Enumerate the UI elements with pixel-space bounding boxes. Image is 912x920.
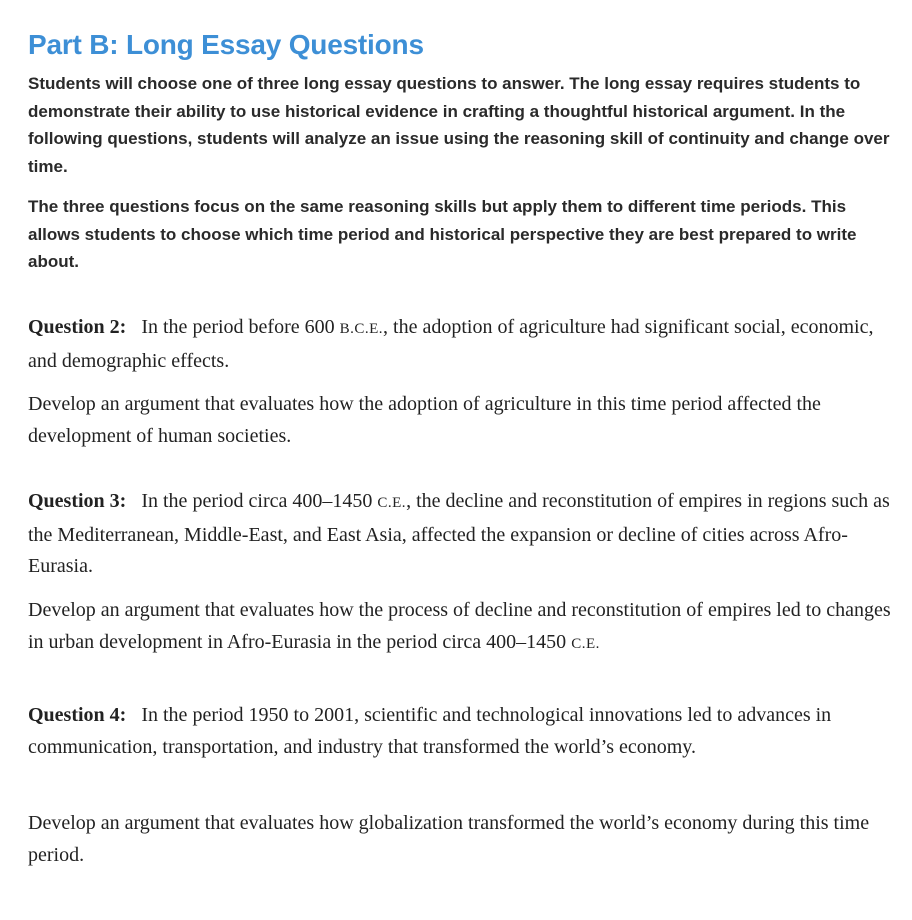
question-2-directive: Develop an argument that evaluates how the adoption of agriculture in this time period affected the development of human societies.	[28, 393, 821, 447]
question-2-label: Question 2:	[28, 316, 127, 338]
question-2-era: B.C.E.	[339, 321, 384, 337]
intro-paragraph-2: The three questions focus on the same reasoning skills but apply them to different time periods. This allows students to choose which time period and historical perspective they are best prepared to write about.	[28, 197, 857, 271]
question-3-prompt-end: , the decline and reconstitution of empires in regions such as the Mediterranean, Middle-East, and East Asia, affected the expansion or decline of cities across Afro-Eurasia.	[28, 490, 890, 577]
question-2-prompt-start: In the period before 600	[141, 316, 340, 338]
question-3-directive-text: Develop an argument that evaluates how the process of decline and reconstitution of empires led to changes in urban development in Afro-Eurasia in the period circa 400–1450	[28, 599, 891, 653]
question-4-prompt	[28, 700, 848, 763]
section-title: Part B: Long Essay Questions	[28, 29, 424, 60]
question-2-prompt	[28, 312, 898, 377]
intro-paragraph-1: Students will choose one of three long essay questions to answer. The long essay requires students to demonstrate their ability to use historical evidence in crafting a thoughtful historical argument. In the following questions, students will analyze an issue using the reasoning skill of continuity and change over time.	[28, 74, 890, 176]
question-2-prompt-end: , the adoption of agriculture had significant social, economic, and demographic effects.	[28, 316, 874, 372]
question-4-directive: Develop an argument that evaluates how globalization transformed the world’s economy during this time period.	[28, 812, 870, 866]
question-4-prompt-text: In the period 1950 to 2001, scientific and technological innovations led to advances in communication, transportation, and industry that transformed the world’s economy.	[28, 704, 832, 758]
question-3-directive-era: C.E.	[571, 635, 600, 652]
question-3-label: Question 3:	[28, 490, 127, 512]
question-3-directive	[28, 595, 898, 660]
question-3-era: C.E.	[377, 495, 407, 511]
question-3-prompt	[28, 486, 898, 583]
question-3-prompt-start: In the period circa 400–1450	[141, 490, 378, 512]
question-4-label: Question 4:	[28, 704, 127, 726]
